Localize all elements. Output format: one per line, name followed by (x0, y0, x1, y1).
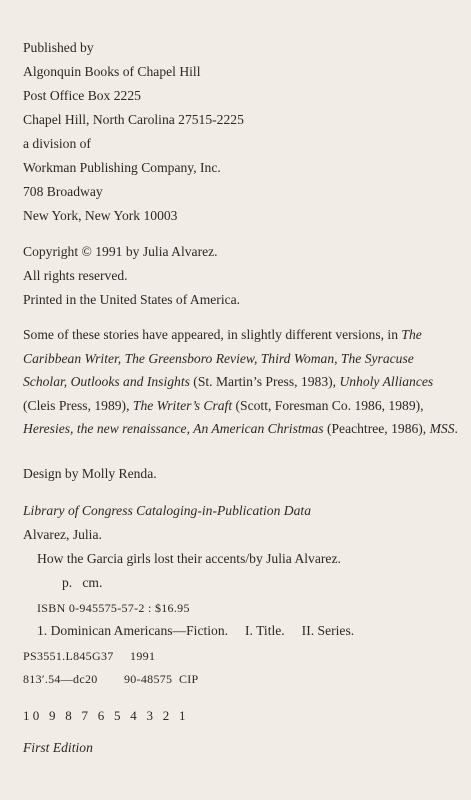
publisher-line-1: Published by (23, 40, 94, 55)
publisher-line-6: Workman Publishing Company, Inc. (23, 160, 221, 175)
cip-author: Alvarez, Julia. (23, 527, 102, 542)
cip-heading: Library of Congress Cataloging-in-Publication Data (23, 503, 311, 518)
ack-publication: MSS (429, 421, 455, 436)
ack-text: (St. Martin’s Press, 1983), (189, 374, 340, 389)
ack-publications: Heresies, the new renaissance, An American Christmas (23, 421, 324, 436)
printing-line: 1 0 9 8 7 6 5 4 3 2 1 (23, 708, 186, 723)
cip-subjects: 1. Dominican Americans—Fiction. I. Title. II. Series. (37, 623, 355, 638)
ack-publications: The Caribbean Writer, The Greensboro Review, Third Woman, The Syracuse Scholar, Outlooks and Insights (23, 327, 422, 389)
cip-pages: p. cm. (62, 575, 103, 590)
ack-text: . (454, 421, 458, 436)
ack-text: (Scott, Foresman Co. 1986, 1989), (232, 397, 424, 413)
copyright-line-1: Copyright © 1991 by Julia Alvarez. (23, 244, 218, 259)
publisher-line-4: Chapel Hill, North Carolina 27515-2225 (23, 112, 244, 127)
copyright-line-2: All rights reserved. (23, 268, 128, 283)
publisher-line-2: Algonquin Books of Chapel Hill (23, 64, 201, 79)
cip-call-number: PS3551.L845G37 1991 (23, 649, 156, 663)
edition-statement: First Edition (23, 740, 93, 755)
ack-publication: The Writer’s Craft (132, 397, 233, 413)
acknowledgments-paragraph (23, 323, 459, 441)
publisher-line-7: 708 Broadway (23, 184, 103, 199)
publisher-line-5: a division of (23, 136, 91, 151)
publisher-line-3: Post Office Box 2225 (23, 88, 141, 103)
ack-text: (Cleis Press, 1989), (23, 397, 133, 413)
ack-publication: Unholy Alliances (339, 374, 434, 389)
cip-dewey: 813′.54—dc20 90-48575 CIP (23, 672, 199, 686)
publisher-line-8: New York, New York 10003 (23, 208, 178, 223)
design-credit: Design by Molly Renda. (23, 466, 157, 481)
cip-title: How the Garcia girls lost their accents/by Julia Alvarez. (37, 551, 341, 566)
cip-isbn: ISBN 0-945575-57-2 : $16.95 (37, 601, 190, 615)
ack-text: Some of these stories have appeared, in slightly different versions, in (23, 327, 402, 342)
ack-text: (Peachtree, 1986), (323, 421, 430, 436)
copyright-line-3: Printed in the United States of America. (23, 292, 241, 307)
